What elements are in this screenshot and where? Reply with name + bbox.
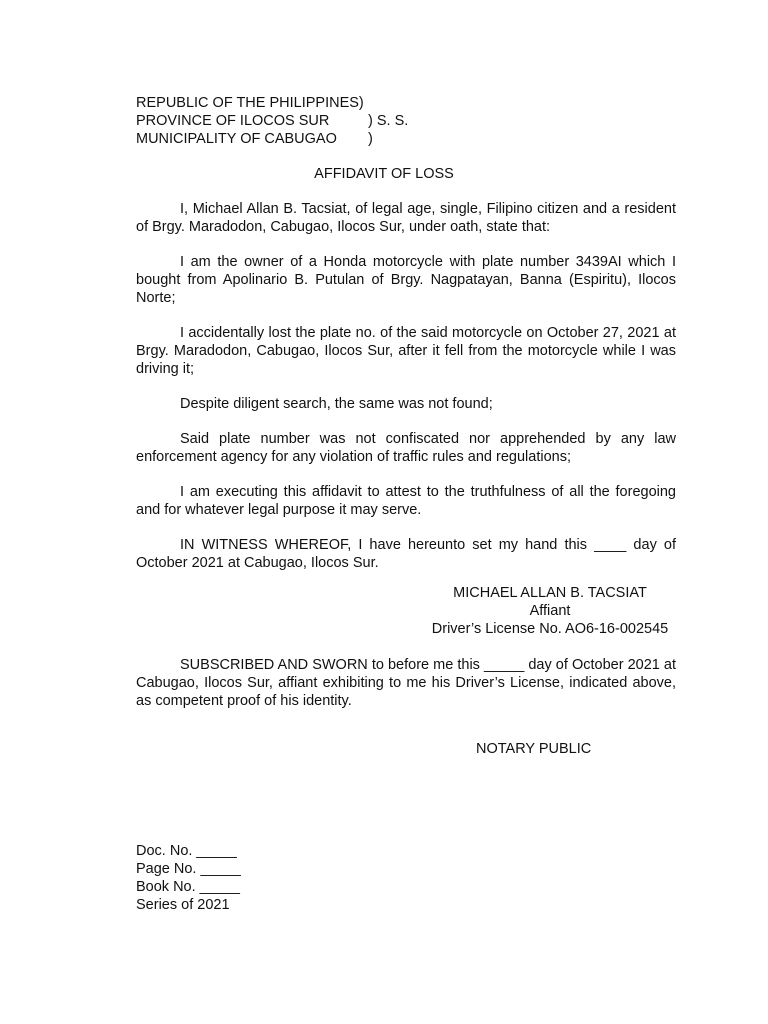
venue-line-republic bbox=[136, 94, 436, 112]
doc-number: Doc. No. _____ bbox=[136, 843, 237, 859]
notarial-register-refs bbox=[136, 842, 241, 914]
venue-line-municipality bbox=[136, 130, 436, 148]
venue-province-text: PROVINCE OF ILOCOS SUR bbox=[136, 113, 330, 129]
paragraph-jurat: SUBSCRIBED AND SWORN to before me this _____ day of October 2021 at Cabugao, Ilocos Sur, affiant exhibiting to me his Driver’s License, indicated above, as competent proof of his identity. bbox=[136, 657, 676, 709]
paragraph-not-confiscated: Said plate number was not confiscated nor apprehended by any law enforcement agency for any violation of traffic rules and regulations; bbox=[136, 431, 676, 465]
paragraph-search: Despite diligent search, the same was not found; bbox=[180, 396, 493, 412]
affiant-signature-block bbox=[430, 584, 670, 638]
affiant-license: Driver’s License No. AO6-16-002545 bbox=[431, 621, 669, 637]
venue-municipality-text: MUNICIPALITY OF CABUGAO bbox=[136, 131, 337, 147]
book-number: Book No. _____ bbox=[136, 879, 240, 895]
affiant-name: MICHAEL ALLAN B. TACSIAT bbox=[453, 585, 647, 601]
paragraph-purpose: I am executing this affidavit to attest to the truthfulness of all the foregoing and for whatever legal purpose it may serve. bbox=[136, 484, 676, 518]
venue-header bbox=[136, 94, 436, 148]
venue-municipality-mark: ) bbox=[368, 131, 373, 147]
paragraph-witness: IN WITNESS WHEREOF, I have hereunto set my hand this ____ day of October 2021 at Cabugao, Ilocos Sur. bbox=[136, 537, 676, 571]
venue-republic-text: REPUBLIC OF THE PHILIPPINES) bbox=[136, 95, 364, 111]
series-year: Series of 2021 bbox=[136, 897, 230, 913]
paragraph-loss-details: I accidentally lost the plate no. of the said motorcycle on October 27, 2021 at Brgy. Maradodon, Cabugao, Ilocos Sur, after it fell from the motorcycle while I was driving it; bbox=[136, 325, 676, 377]
venue-province-mark: ) S. S. bbox=[368, 113, 409, 129]
affiant-role: Affiant bbox=[529, 603, 571, 619]
document-title: AFFIDAVIT OF LOSS bbox=[314, 166, 454, 182]
venue-line-province bbox=[136, 112, 436, 130]
paragraph-ownership: I am the owner of a Honda motorcycle with plate number 3439AI which I bought from Apolinario B. Putulan of Brgy. Nagpatayan, Banna (Espiritu), Ilocos Norte; bbox=[136, 254, 676, 306]
page-number: Page No. _____ bbox=[136, 861, 241, 877]
notary-public-label: NOTARY PUBLIC bbox=[476, 741, 592, 757]
paragraph-affiant-intro: I, Michael Allan B. Tacsiat, of legal age, single, Filipino citizen and a resident of Brgy. Maradodon, Cabugao, Ilocos Sur, under oath, state that: bbox=[136, 201, 676, 235]
